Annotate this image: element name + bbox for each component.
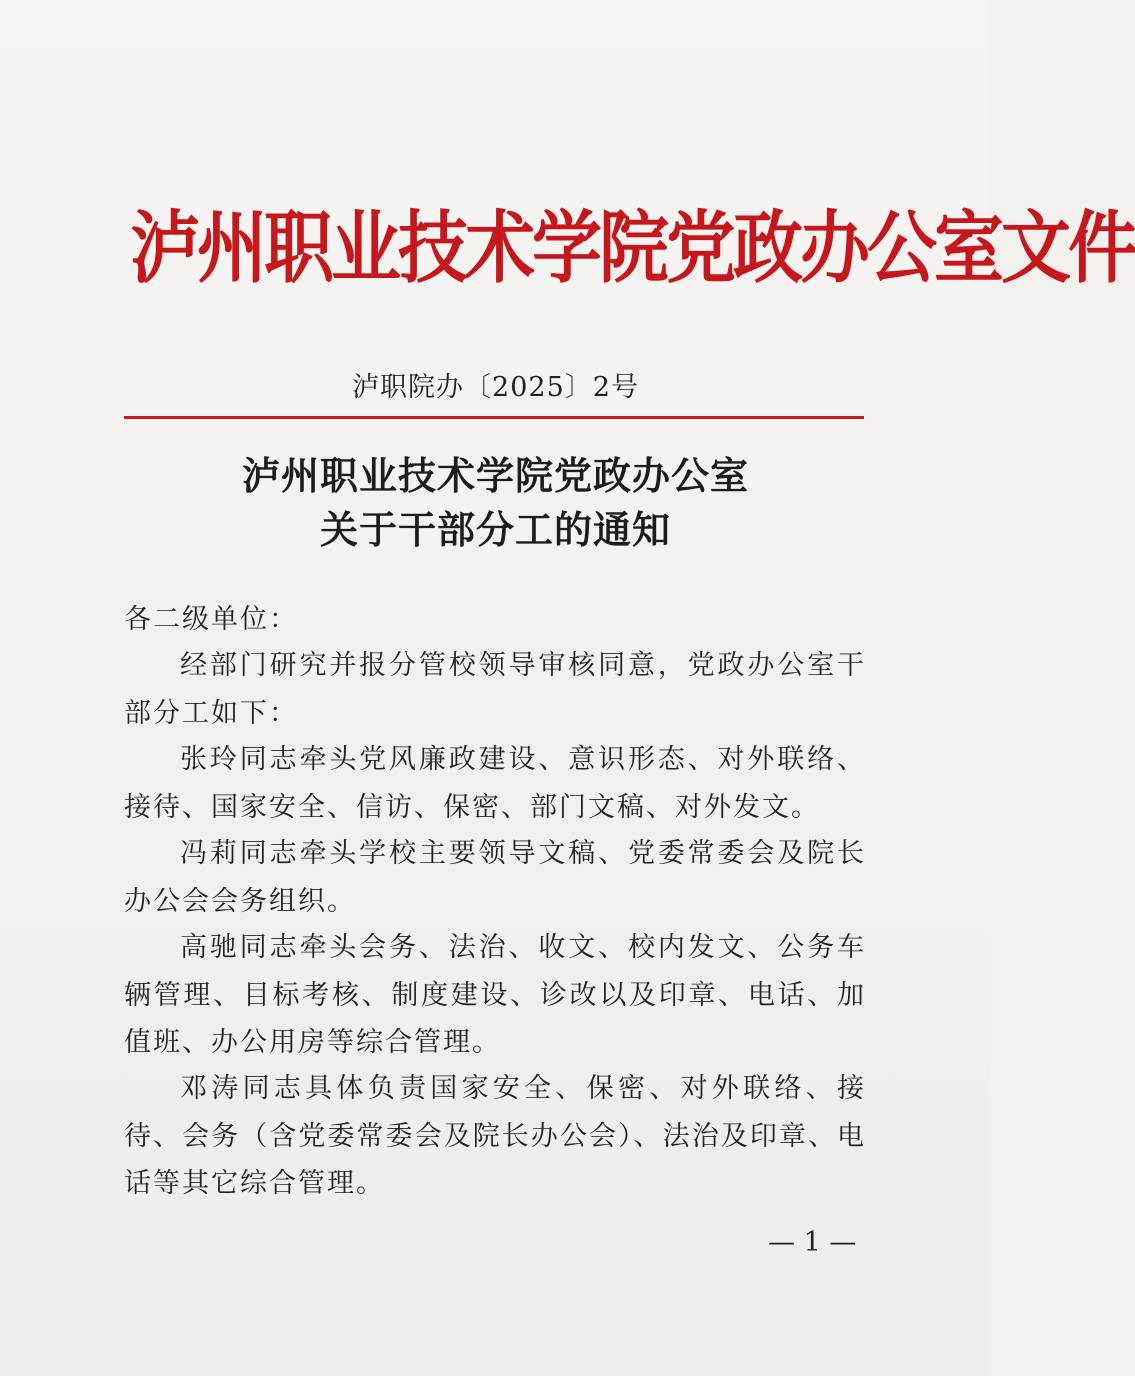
- body-paragraph-zhang-ling: 张玲同志牵头党风廉政建设、意识形态、对外联络、接待、国家安全、信访、保密、部门文稿、对外发文。: [124, 744, 866, 823]
- body-paragraph-feng-li: 冯莉同志牵头学校主要领导文稿、党委常委会及院长办公会会务组织。: [124, 838, 866, 917]
- body-paragraph-gao-chi: 高驰同志牵头会务、法治、收文、校内发文、公务车辆管理、目标考核、制度建设、诊改以及印章、电话、加值班、办公用房等综合管理。: [124, 932, 866, 1058]
- document-number: 泸职院办〔2025〕2号: [352, 372, 639, 403]
- salutation: 各二级单位：: [124, 604, 298, 635]
- issuer-header-title: 泸州职业技术学院党政办公室文件: [130, 202, 1135, 294]
- red-separator-line: [124, 416, 864, 419]
- document-title-line-1: 泸州职业技术学院党政办公室: [241, 454, 749, 498]
- body-paragraph-intro: 经部门研究并报分管校领导审核同意，党政办公室干部分工如下：: [124, 650, 866, 729]
- document-title-line-2: 关于干部分工的通知: [319, 508, 671, 552]
- body-paragraph-deng-tao: 邓涛同志具体负责国家安全、保密、对外联络、接待、会务（含党委常委会及院长办公会）、法治及印章、电话等其它综合管理。: [124, 1073, 866, 1199]
- page-number: — 1 —: [768, 1227, 857, 1258]
